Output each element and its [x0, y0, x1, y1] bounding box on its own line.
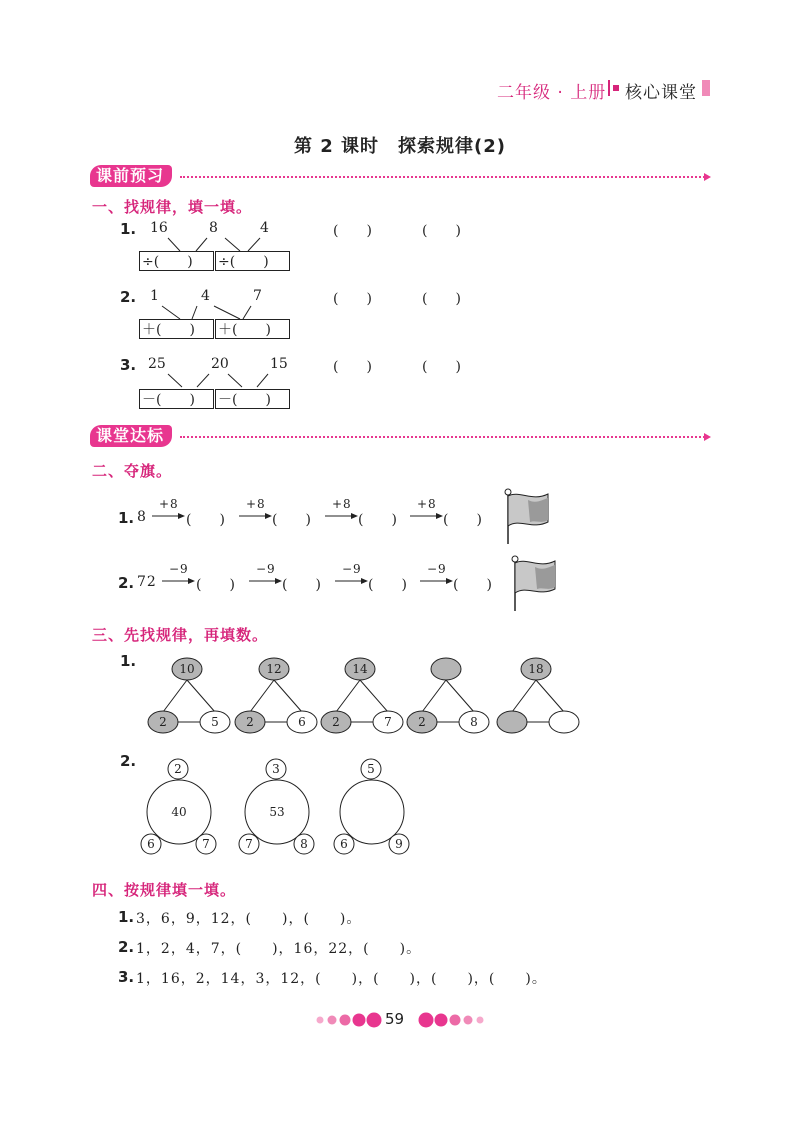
s1-q3-blank[interactable]: ( ) [422, 359, 461, 375]
triangle-right-value: 7 [384, 715, 392, 729]
header-separator [608, 80, 610, 96]
triangle-diagram [496, 656, 584, 736]
header-core: 核心课堂 [625, 83, 697, 103]
classroom-badge: 课堂达标 [90, 425, 172, 447]
triangle-right-value: 5 [211, 715, 219, 729]
s1-q2-op-box[interactable]: ＋( ) [139, 319, 214, 339]
section4-title: 四、按规律填一填。 [92, 881, 237, 899]
s1-q2-num: 1 [150, 288, 159, 304]
circle-right-value: 8 [300, 837, 308, 851]
s2-q2-start: 72 [137, 574, 157, 590]
page-number: 59 [385, 1010, 405, 1028]
circle-right-value: 9 [395, 837, 403, 851]
s1-q2-op-box[interactable]: ＋( ) [215, 319, 290, 339]
header-bar [702, 80, 710, 96]
flag-blank[interactable]: ( ) [443, 512, 482, 528]
classroom-divider-arrow-icon [704, 433, 711, 441]
s1-q2-blank[interactable]: ( ) [422, 291, 461, 307]
triangle-left-value: 2 [246, 715, 254, 729]
s1-q3-num: 25 [148, 356, 166, 372]
s1-q1-blank[interactable]: ( ) [333, 223, 372, 239]
circle-left-value: 6 [147, 837, 155, 851]
s1-q3-op-box[interactable]: －( ) [215, 389, 290, 409]
s4-line-text: 1，16，2，14，3，12，( )，( )，( )，( )。 [136, 971, 547, 987]
step-label: +8 [246, 497, 266, 511]
flag-blank[interactable]: ( ) [196, 577, 235, 593]
flag-blank[interactable]: ( ) [282, 577, 321, 593]
circle-top-value: 2 [174, 762, 182, 776]
s1-q1-op-box[interactable]: ÷( ) [215, 251, 290, 271]
s1-q2-num: 4 [201, 288, 210, 304]
triangle-top-value: 10 [179, 662, 195, 676]
s4-line-number: 3. [118, 968, 135, 986]
s1-q3-number: 3. [120, 356, 137, 374]
section1-diagrams [110, 215, 510, 415]
flag-blank[interactable]: ( ) [186, 512, 225, 528]
header-dot [613, 85, 619, 91]
page-title: 第 2 课时 探索规律(2) [293, 136, 507, 157]
circle-diagram [235, 757, 320, 859]
s4-line-number: 2. [118, 938, 135, 956]
s4-line-text: 1，2，4，7，( )，16，22，( )。 [136, 941, 422, 957]
section1-title: 一、找规律，填一填。 [92, 198, 253, 216]
circle-left-value: 6 [340, 837, 348, 851]
s1-q1-op-box[interactable]: ÷( ) [139, 251, 214, 271]
s1-q3-blank[interactable]: ( ) [333, 359, 372, 375]
triangle-right-value: 6 [298, 715, 306, 729]
s1-q3-num: 15 [270, 356, 288, 372]
triangle-diagram [406, 656, 494, 736]
circle-right-value: 7 [202, 837, 210, 851]
circle-diagram [330, 757, 415, 859]
s1-q1-num: 16 [150, 220, 168, 236]
s1-q2-num: 7 [253, 288, 262, 304]
preview-divider [180, 176, 705, 178]
step-label: +8 [417, 497, 437, 511]
circle-center-value: 53 [269, 805, 285, 819]
triangle-right-value: 8 [470, 715, 478, 729]
header-grade: 二年级 · 上册 [497, 83, 607, 103]
flag-blank[interactable]: ( ) [358, 512, 397, 528]
preview-divider-arrow-icon [704, 173, 711, 181]
s4-line-number: 1. [118, 908, 135, 926]
s1-q1-num: 8 [209, 220, 218, 236]
s2-q1-start: 8 [137, 509, 147, 525]
s1-q2-blank[interactable]: ( ) [333, 291, 372, 307]
step-label: −9 [169, 562, 189, 576]
triangle-left-value: 2 [332, 715, 340, 729]
triangle-top-value: 12 [266, 662, 282, 676]
circle-left-value: 7 [245, 837, 253, 851]
s3-q2-number: 2. [120, 752, 137, 770]
step-label: −9 [256, 562, 276, 576]
s1-q1-blank[interactable]: ( ) [422, 223, 461, 239]
flag-icon [498, 486, 558, 548]
triangle-diagram [320, 656, 408, 736]
step-label: −9 [342, 562, 362, 576]
circle-diagram [137, 757, 222, 859]
triangle-left-value: 2 [159, 715, 167, 729]
s2-q2-number: 2. [118, 574, 135, 592]
s4-line-text: 3，6，9，12，( )，( )。 [136, 911, 362, 927]
circle-top-value: 3 [272, 762, 280, 776]
flag-blank[interactable]: ( ) [368, 577, 407, 593]
circle-center-value: 40 [171, 805, 187, 819]
s1-q2-number: 2. [120, 288, 137, 306]
s1-q3-op-box[interactable]: －( ) [139, 389, 214, 409]
s2-q1-number: 1. [118, 509, 135, 527]
flag-blank[interactable]: ( ) [272, 512, 311, 528]
triangle-left-value: 2 [418, 715, 426, 729]
s1-q1-number: 1. [120, 220, 137, 238]
preview-badge: 课前预习 [90, 165, 172, 187]
triangle-diagram [147, 656, 235, 736]
triangle-top-value: 14 [352, 662, 368, 676]
step-label: +8 [332, 497, 352, 511]
section3-title: 三、先找规律，再填数。 [92, 626, 269, 644]
s1-q1-num: 4 [260, 220, 269, 236]
triangle-top-value: 18 [528, 662, 544, 676]
step-label: +8 [159, 497, 179, 511]
circle-top-value: 5 [367, 762, 375, 776]
triangle-diagram [234, 656, 322, 736]
flag-icon [505, 553, 565, 615]
flag-blank[interactable]: ( ) [453, 577, 492, 593]
s1-q3-num: 20 [211, 356, 229, 372]
step-label: −9 [427, 562, 447, 576]
section2-title: 二、夺旗。 [92, 462, 173, 480]
s3-q1-number: 1. [120, 652, 137, 670]
classroom-divider [180, 436, 705, 438]
